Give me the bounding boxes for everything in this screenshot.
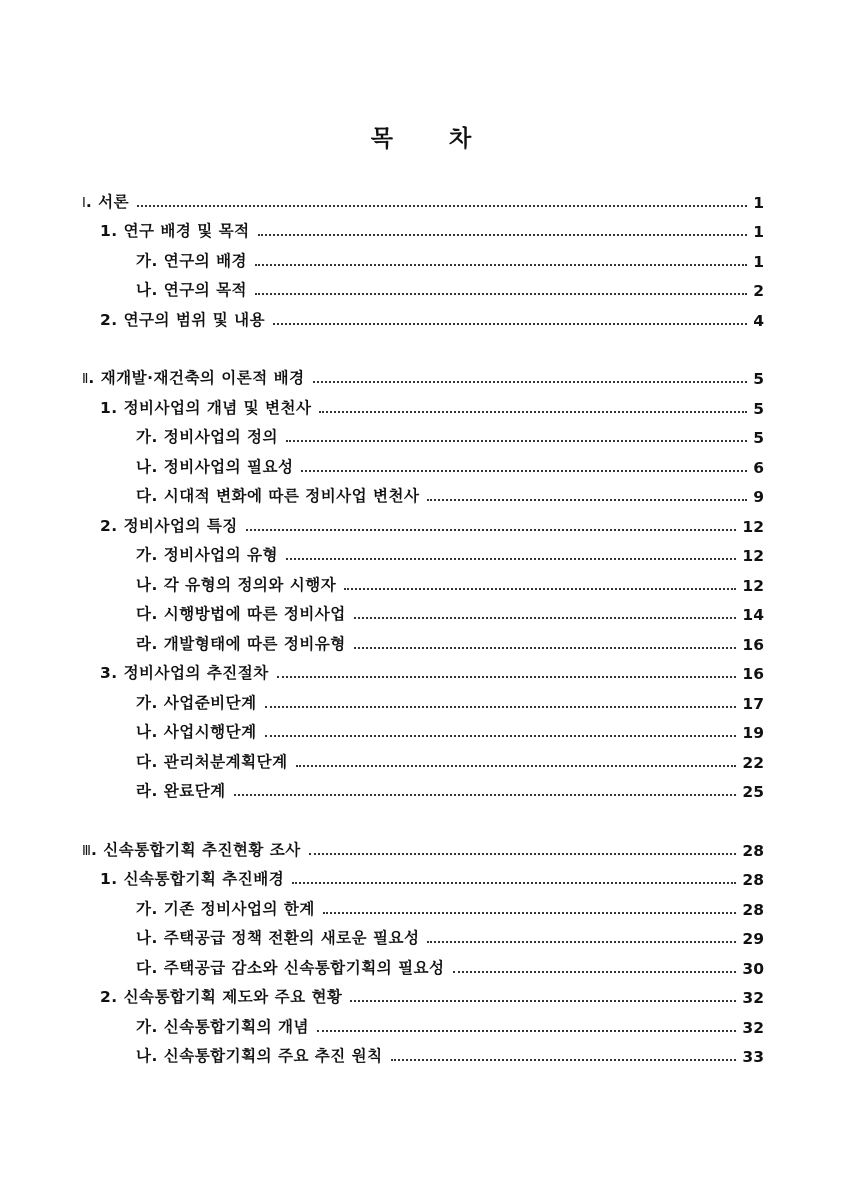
- page-number: 32: [742, 1018, 764, 1037]
- toc-section-row[interactable]: [82, 300, 764, 330]
- dot-leader: [292, 882, 736, 884]
- page-number: 9: [753, 488, 764, 506]
- page-number: 12: [742, 547, 764, 565]
- toc-entry-title: 가. 기존 정비사업의 한계: [136, 899, 315, 918]
- dot-leader: [354, 647, 737, 649]
- toc-entry-title: 다. 관리처분계획단계: [136, 752, 288, 771]
- dot-leader: [323, 912, 737, 914]
- dot-leader: [344, 588, 736, 590]
- page-number: 28: [742, 871, 764, 889]
- toc-subsection-row[interactable]: [82, 595, 764, 625]
- chapter-numeral: Ⅰ: [82, 195, 86, 211]
- toc-entry-title: 1. 신속통합기획 추진배경: [100, 870, 285, 888]
- toc-entry-title: 나. 신속통합기획의 주요 추진 원칙: [136, 1047, 383, 1065]
- dot-leader: [350, 1000, 736, 1002]
- toc-entry-title: [82, 366, 313, 388]
- toc-entry-title: 나. 사업시행단계: [136, 723, 257, 741]
- toc-subsection-row[interactable]: [82, 624, 764, 654]
- toc-section-row[interactable]: [82, 506, 764, 536]
- dot-leader: [391, 1059, 737, 1061]
- toc-section: [82, 182, 764, 330]
- dot-leader: [277, 676, 737, 678]
- toc-entry-title: 나. 연구의 목적: [136, 281, 248, 299]
- toc-subsection-row[interactable]: [82, 477, 764, 507]
- toc-subsection-row[interactable]: [82, 241, 764, 271]
- toc-subsection-row[interactable]: [82, 1007, 764, 1037]
- dot-leader: [453, 971, 737, 973]
- page-number: 6: [753, 458, 764, 477]
- page-number: 16: [742, 665, 764, 683]
- page-number: 1: [753, 193, 764, 212]
- toc-entry-title: 3. 정비사업의 추진절차: [100, 664, 269, 682]
- page-number: 22: [742, 753, 764, 772]
- table-of-contents: [82, 182, 764, 1066]
- dot-leader: [265, 735, 737, 737]
- toc-entry-title: 다. 주택공급 감소와 신속통합기획의 필요성: [136, 958, 445, 977]
- toc-entry-title: 가. 연구의 배경: [136, 251, 248, 270]
- toc-subsection-row[interactable]: [82, 948, 764, 978]
- chapter-title: . 서론: [85, 192, 130, 211]
- toc-subsection-row[interactable]: [82, 919, 764, 949]
- toc-subsection-row[interactable]: [82, 565, 764, 595]
- page-number: 4: [753, 311, 764, 330]
- toc-entry-title: 나. 각 유형의 정의와 시행자: [136, 575, 337, 594]
- page-number: 1: [753, 223, 764, 241]
- chapter-numeral: Ⅱ: [82, 372, 89, 387]
- toc-section: [82, 359, 764, 802]
- toc-section-row[interactable]: [82, 978, 764, 1008]
- page-number: 2: [753, 282, 764, 300]
- toc-entry-title: 2. 신속통합기획 제도와 주요 현황: [100, 988, 343, 1006]
- toc-entry-title: 가. 정비사업의 유형: [136, 546, 278, 564]
- page-number: 33: [742, 1048, 764, 1066]
- toc-entry-title: [82, 838, 309, 860]
- dot-leader: [301, 470, 747, 472]
- dot-leader: [234, 794, 737, 796]
- toc-subsection-row[interactable]: [82, 447, 764, 477]
- chapter-title: . 재개발·재건축의 이론적 배경: [88, 369, 305, 387]
- toc-subsection-row[interactable]: [82, 713, 764, 743]
- toc-entry-title: 다. 시대적 변화에 따른 정비사업 변천사: [136, 487, 420, 505]
- dot-leader: [309, 853, 737, 855]
- page-number: 29: [742, 930, 764, 948]
- dot-leader: [273, 323, 747, 325]
- dot-leader: [137, 205, 747, 207]
- toc-subsection-row[interactable]: [82, 536, 764, 566]
- toc-section: [82, 830, 764, 1066]
- toc-entry-title: 가. 정비사업의 정의: [136, 428, 278, 446]
- toc-entry-title: 2. 정비사업의 특징: [100, 516, 238, 535]
- page-number: 1: [753, 252, 764, 271]
- toc-entry-title: 2. 연구의 범위 및 내용: [100, 310, 266, 329]
- toc-chapter-row[interactable]: [82, 830, 764, 860]
- dot-leader: [255, 264, 747, 266]
- toc-entry-title: [82, 190, 137, 212]
- toc-subsection-row[interactable]: [82, 1037, 764, 1067]
- dot-leader: [296, 765, 737, 767]
- toc-subsection-row[interactable]: [82, 683, 764, 713]
- toc-entry-title: 라. 완료단계: [136, 782, 226, 800]
- page-number: 28: [742, 841, 764, 860]
- toc-subsection-row[interactable]: [82, 742, 764, 772]
- page-number: 12: [742, 517, 764, 536]
- dot-leader: [286, 440, 747, 442]
- toc-entry-title: 나. 정비사업의 필요성: [136, 457, 294, 476]
- toc-section-row[interactable]: [82, 212, 764, 242]
- dot-leader: [354, 617, 737, 619]
- dot-leader: [246, 529, 737, 531]
- chapter-title: . 신속통합기획 추진현황 조사: [90, 840, 301, 859]
- dot-leader: [427, 941, 736, 943]
- page-number: 32: [742, 989, 764, 1007]
- toc-subsection-row[interactable]: [82, 418, 764, 448]
- page-number: 16: [742, 635, 764, 654]
- page-title: 목 차: [370, 126, 496, 152]
- dot-leader: [255, 293, 747, 295]
- dot-leader: [427, 499, 747, 501]
- toc-entry-title: 라. 개발형태에 따른 정비유형: [136, 634, 346, 653]
- chapter-numeral: Ⅲ: [82, 843, 91, 859]
- toc-entry-title: 1. 정비사업의 개념 및 변천사: [100, 398, 312, 417]
- page-number: 5: [753, 370, 764, 388]
- dot-leader: [319, 411, 747, 413]
- dot-leader: [265, 706, 737, 708]
- toc-entry-title: 가. 신속통합기획의 개념: [136, 1017, 309, 1036]
- dot-leader: [286, 558, 736, 560]
- toc-entry-title: 1. 연구 배경 및 목적: [100, 222, 250, 240]
- dot-leader: [313, 381, 748, 383]
- page-number: 28: [742, 900, 764, 919]
- toc-section-row[interactable]: [82, 654, 764, 684]
- toc-subsection-row[interactable]: [82, 271, 764, 301]
- page-number: 25: [742, 783, 764, 801]
- dot-leader: [258, 234, 748, 236]
- toc-chapter-row[interactable]: [82, 182, 764, 212]
- toc-entry-title: 가. 사업준비단계: [136, 693, 257, 712]
- toc-section-row[interactable]: [82, 388, 764, 418]
- page-number: 17: [742, 694, 764, 713]
- page-number: 5: [753, 399, 764, 418]
- page-number: 14: [742, 606, 764, 624]
- toc-chapter-row[interactable]: [82, 359, 764, 389]
- toc-entry-title: 나. 주택공급 정책 전환의 새로운 필요성: [136, 929, 420, 947]
- toc-subsection-row[interactable]: [82, 889, 764, 919]
- toc-section-row[interactable]: [82, 860, 764, 890]
- toc-subsection-row[interactable]: [82, 772, 764, 802]
- dot-leader: [317, 1030, 737, 1032]
- toc-entry-title: 다. 시행방법에 따른 정비사업: [136, 605, 346, 623]
- page-number: 19: [742, 724, 764, 742]
- page-number: 5: [753, 429, 764, 447]
- page-number: 30: [742, 959, 764, 978]
- page-number: 12: [742, 576, 764, 595]
